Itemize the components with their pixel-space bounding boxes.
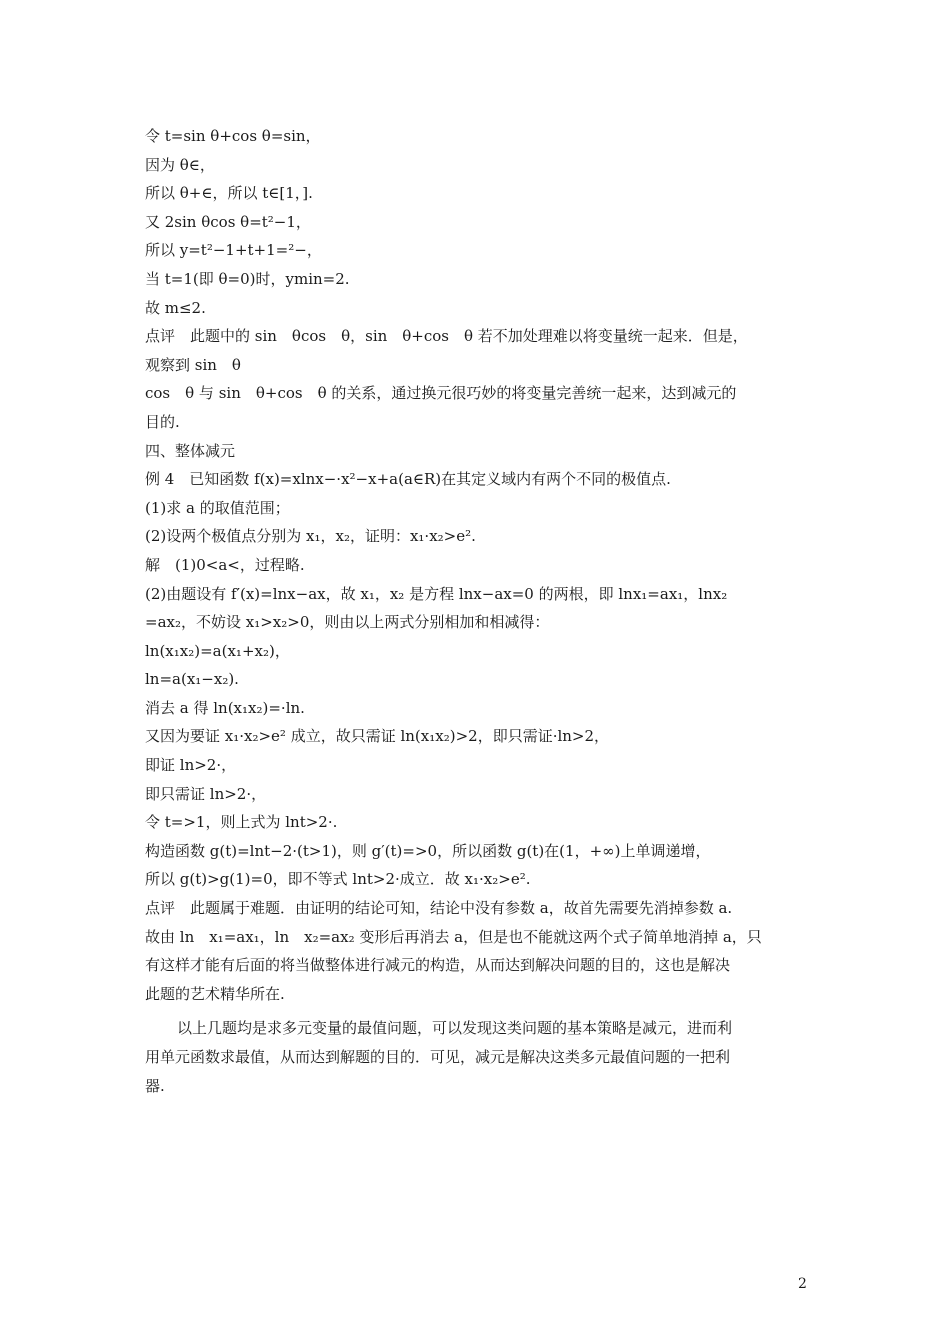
text-line: 所以 θ+∈，所以 t∈[1，]. — [145, 184, 313, 203]
text-line: ln(x₁x₂)=a(x₁+x₂)， — [145, 641, 290, 660]
text-line: ln=a(x₁−x₂). — [145, 670, 239, 689]
closing-line: 用单元函数求最值，从而达到解题的目的．可见，减元是解决这类多元最值问题的一把利 — [145, 1048, 731, 1066]
text-line: 所以 g(t)>g(1)=0，即不等式 lnt>2·成立．故 x₁·x₂>e². — [145, 870, 531, 889]
closing-paragraph — [145, 1014, 815, 1100]
text-line: 令 t=>1，则上式为 lnt>2·. — [145, 813, 338, 832]
text-line: 观察到 sin θ — [145, 355, 241, 374]
closing-line: 器. — [145, 1076, 165, 1095]
text-line: 点评 此题属于难题．由证明的结论可知，结论中没有参数 a，故首先需要先消掉参数 a. — [145, 899, 733, 918]
text-line: 当 t=1(即 θ=0)时，ymin=2. — [145, 269, 350, 288]
body-lines — [145, 122, 815, 1008]
text-line: 解 (1)0<a<，过程略. — [145, 555, 305, 574]
text-line: 点评 此题中的 sin θcos θ，sin θ+cos θ 若不加处理难以将变量统一起来．但是， — [145, 327, 748, 346]
text-line: 即只需证 ln>2·， — [145, 784, 267, 803]
text-line: 目的. — [145, 412, 180, 431]
text-line: 故由 ln x₁=ax₁，ln x₂=ax₂ 变形后再消去 a，但是也不能就这两个式子简单地消掉 a，只 — [145, 927, 762, 946]
text-line: 因为 θ∈， — [145, 155, 215, 174]
text-line: 故 m≤2. — [145, 298, 206, 317]
text-line: (2)由题设有 f′(x)=lnx−ax，故 x₁，x₂ 是方程 lnx−ax=0 的两根，即 lnx₁=ax₁，lnx₂ — [145, 584, 728, 603]
text-line: 此题的艺术精华所在. — [145, 984, 285, 1003]
text-line: (2)设两个极值点分别为 x₁，x₂，证明：x₁·x₂>e². — [145, 527, 476, 546]
text-line: (1)求 a 的取值范围； — [145, 498, 290, 517]
closing-line: 以上几题均是求多元变量的最值问题，可以发现这类问题的基本策略是减元，进而利 — [177, 1019, 733, 1038]
text-line: 构造函数 g(t)=lnt−2·(t>1)，则 g′(t)=>0，所以函数 g(t)在(1，+∞)上单调递增， — [145, 841, 711, 860]
text-line: 即证 ln>2·， — [145, 756, 237, 775]
text-line: 消去 a 得 ln(x₁x₂)=·ln. — [145, 698, 305, 717]
text-line: cos θ 与 sin θ+cos θ 的关系，通过换元很巧妙的将变量完善统一起来，达到减元的 — [145, 384, 737, 403]
text-line: 有这样才能有后面的将当做整体进行减元的构造，从而达到解决问题的目的，这也是解决 — [145, 956, 731, 975]
text-line: 例 4 已知函数 f(x)=xlnx−·x²−x+a(a∈R)在其定义域内有两个不同的极值点. — [145, 470, 671, 489]
text-line: =ax₂，不妨设 x₁>x₂>0，则由以上两式分别相加和相减得： — [145, 613, 550, 632]
page-number: 2 — [798, 1276, 807, 1292]
text-line: 又因为要证 x₁·x₂>e² 成立，故只需证 ln(x₁x₂)>2，即只需证·ln>2， — [145, 727, 610, 746]
text-line: 又 2sin θcos θ=t²−1， — [145, 212, 311, 231]
text-line: 四、整体减元 — [145, 441, 236, 460]
text-line: 令 t=sin θ+cos θ=sin， — [145, 127, 321, 145]
document-body — [145, 122, 815, 1100]
text-line: 所以 y=t²−1+t+1=²−， — [145, 241, 322, 260]
